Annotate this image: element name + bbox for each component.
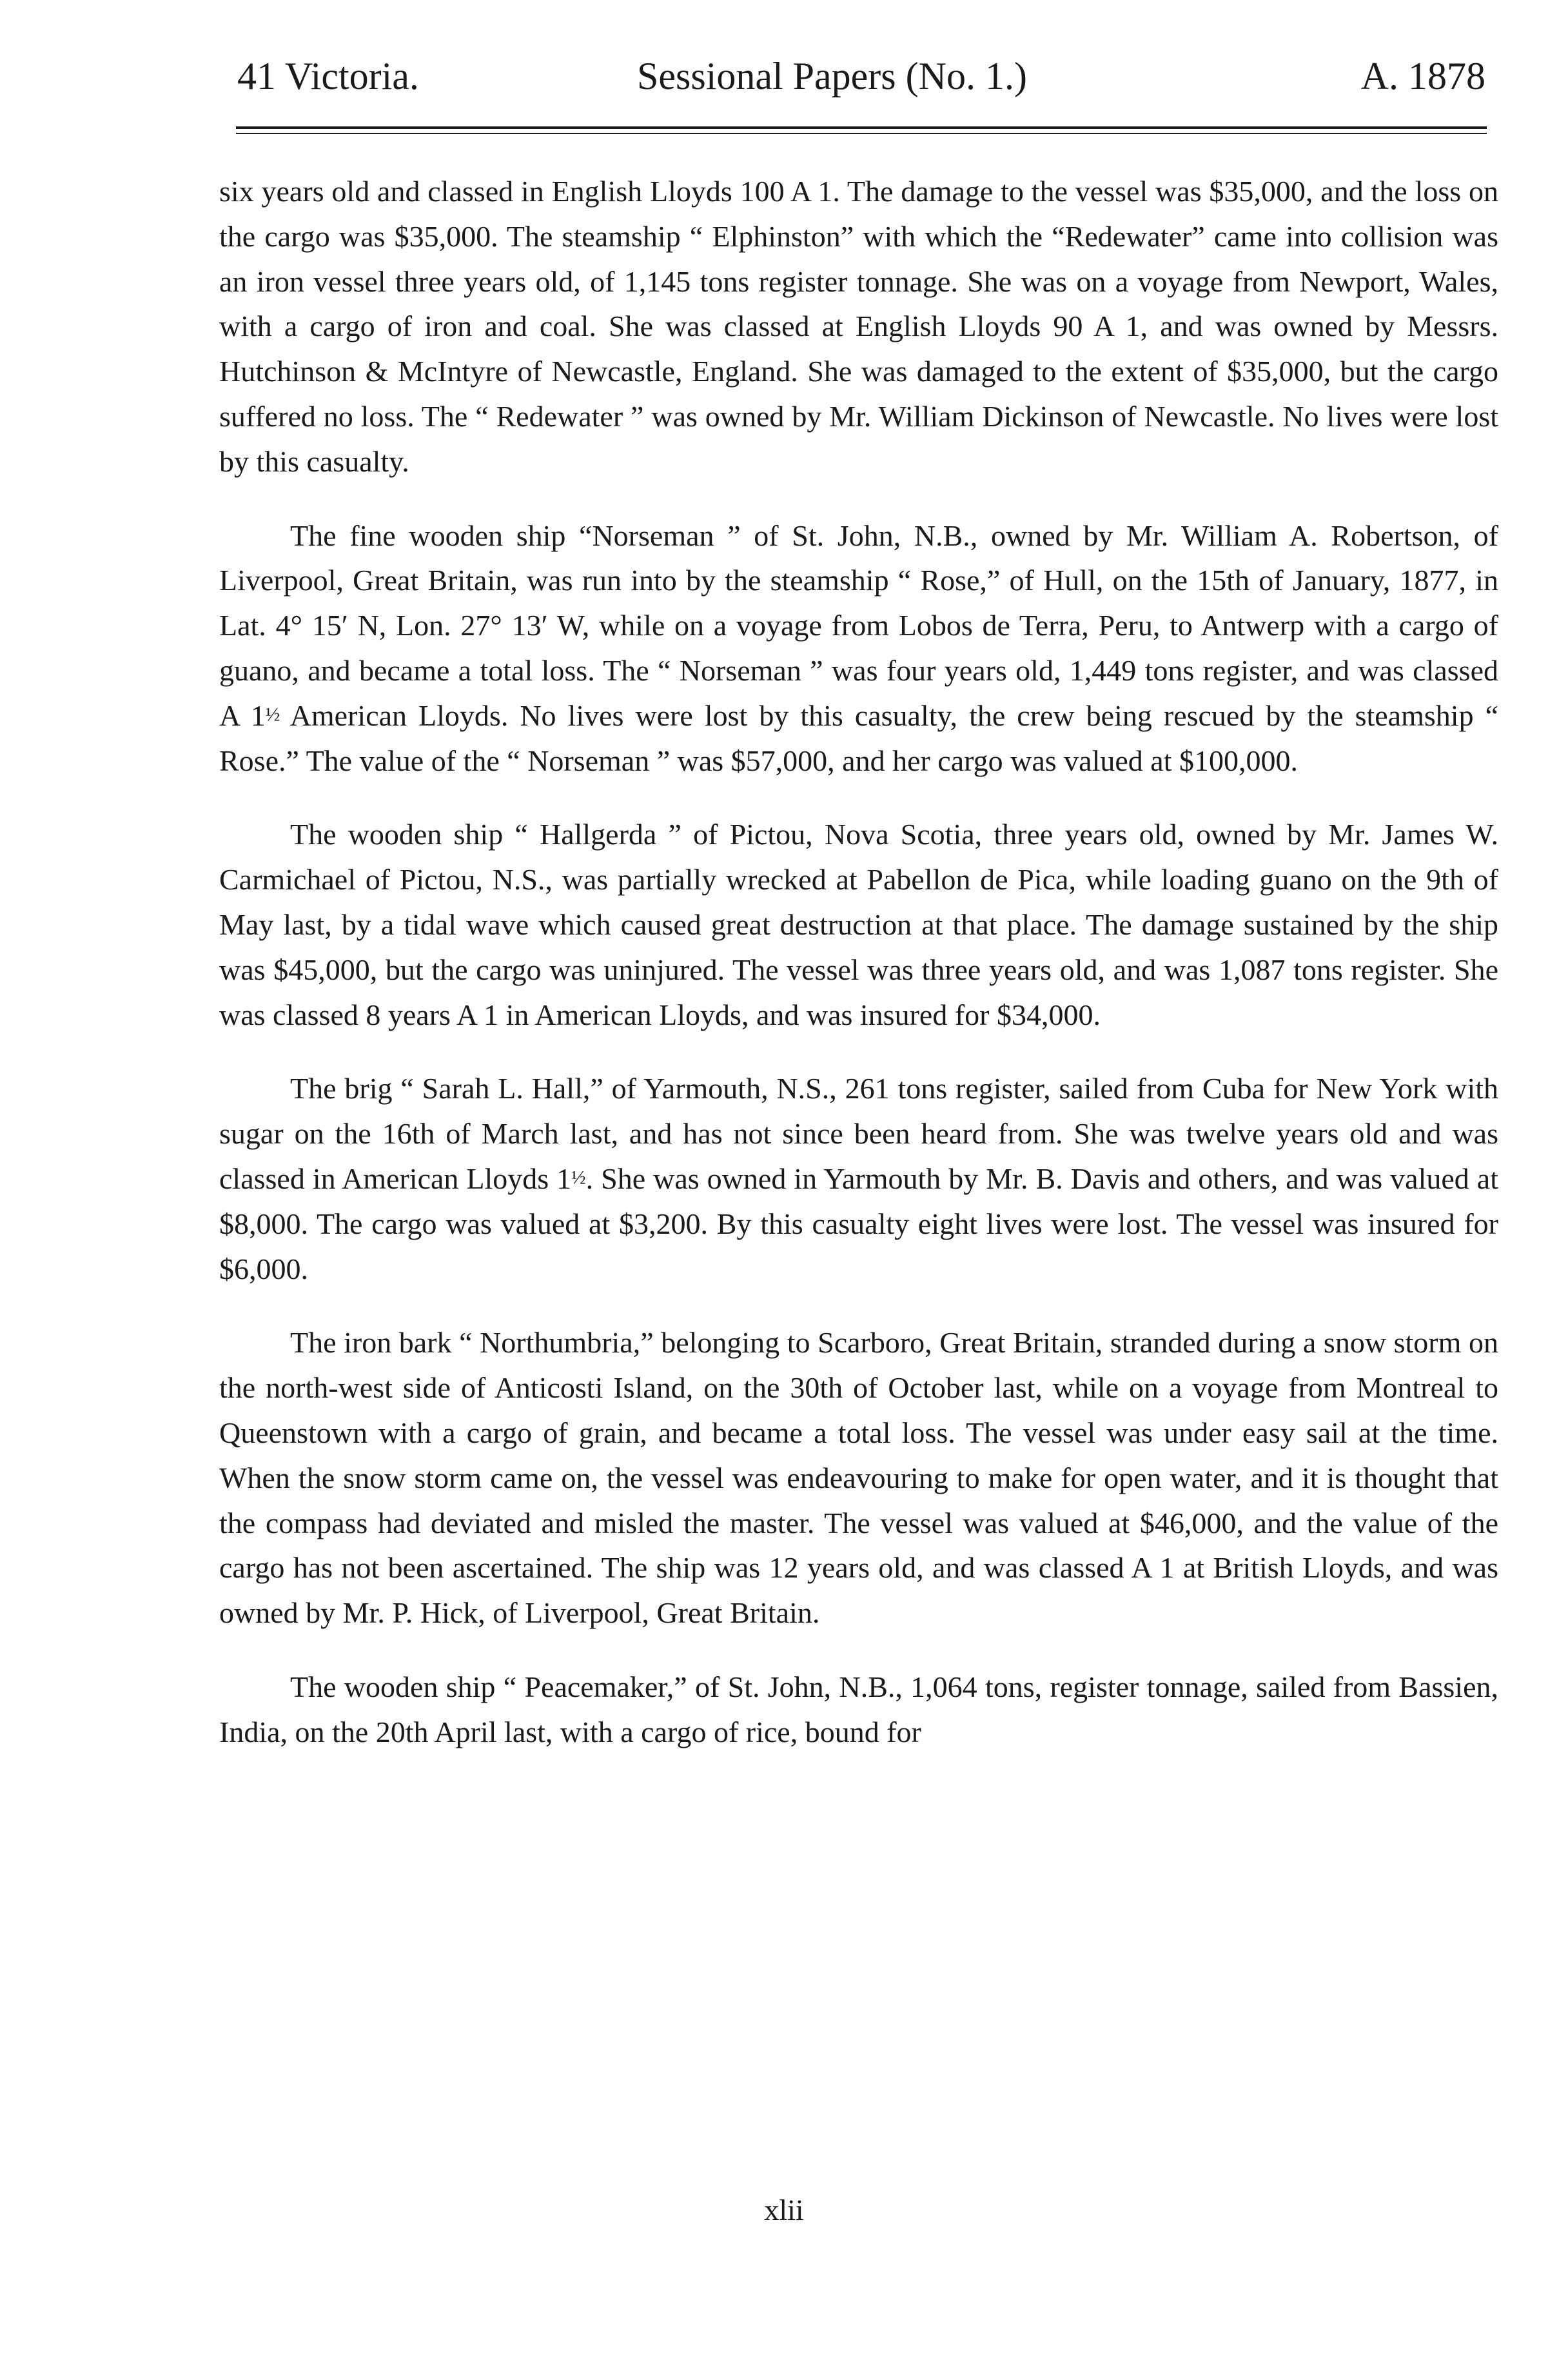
header-title: Sessional Papers (No. 1.) [637,55,1027,97]
paragraph-peacemaker: The wooden ship “ Peacemaker,” of St. John, N.B., 1,064 tons, register tonnage, sailed from Bassien, India, on the 20th April last, with a cargo of rice, bound for [219,1670,1498,1748]
header-rule-thick [236,126,1487,129]
body-text [219,169,1498,1755]
fraction-half: ½ [571,1167,586,1189]
paragraph-sarah-l-hall-part2: . She was owned in Yarmouth by Mr. B. Davis and others, and was valued at $8,000. The cargo was valued at $3,200. By this casualty eight lives were lost. The vessel was insured for $6,000. [219,1162,1498,1285]
paragraph-norseman [219,513,1498,784]
paragraph-sarah-l-hall-part1: The brig “ Sarah L. Hall,” of Yarmouth, N.S., 261 tons register, sailed from Cuba for New York with sugar on the 16th of March last, and has not since been heard from. She was twelve years old and was classed in American Lloyds 1 [219,1072,1498,1195]
paragraph-hallgerda: The wooden ship “ Hallgerda ” of Pictou, Nova Scotia, three years old, owned by Mr. James W. Carmichael of Pictou, N.S., was partially wrecked at Pabellon de Pica, while loading guano on the 9th of May last, by a tidal wave which caused great destruction at that place. The damage sustained by the ship was $45,000, but the cargo was uninjured. The vessel was three years old, and was 1,087 tons register. She was classed 8 years A 1 in American Lloyds, and was insured for $34,000. [219,818,1498,1031]
header-year: A. 1878 [1360,55,1485,97]
header-volume: 41 Victoria. [237,55,419,97]
paragraph-northumbria: The iron bark “ Northumbria,” belonging to Scarboro, Great Britain, stranded during a snow storm on the north-west side of Anticosti Island, on the 30th of October last, while on a voyage from Montreal to Queenstown with a cargo of grain, and became a total loss. The vessel was under easy sail at the time. When the snow storm came on, the vessel was endeavouring to make for open water, and it is thought that the compass had deviated and misled the master. The vessel was valued at $46,000, and the value of the cargo has not been ascertained. The ship was 12 years old, and was classed A 1 at British Lloyds, and was owned by Mr. P. Hick, of Liverpool, Great Britain. [219,1326,1498,1630]
paragraph-norseman-part1: The fine wooden ship “Norseman ” of St. John, N.B., owned by Mr. William A. Robertson, of Liverpool, Great Britain, was run into by the steamship “ Rose,” of Hull, on the 15th of January, 1877, in Lat. 4° 15′ N, Lon. 27° 13′ W, while on a voyage from Lobos de Terra, Peru, to Antwerp with a cargo of guano, and became a total loss. The “ Norseman ” was four years old, 1,449 tons register, and was classed A 1 [219,519,1498,732]
fraction-half: ½ [265,704,280,726]
paragraph-sarah-l-hall [219,1066,1498,1291]
paragraph-norseman-part2: American Lloyds. No lives were lost by this casualty, the crew being rescued by the steamship “ Rose.” The value of the “ Norseman ” was $57,000, and her cargo was valued at $100,000. [219,698,1498,777]
paragraph-redewater-continued: six years old and classed in English Lloyds 100 A 1. The damage to the vessel was $35,000, and the loss on the cargo was $35,000. The steamship “ Elphinston” with which the “Redewater” came into collision was an iron vessel three years old, of 1,145 tons register tonnage. She was on a voyage from Newport, Wales, with a cargo of iron and coal. She was classed at English Lloyds 90 A 1, and was owned by Messrs. Hutchinson & McIntyre of Newcastle, England. She was damaged to the extent of $35,000, but the cargo suffered no loss. The “ Redewater ” was owned by Mr. William Dickinson of Newcastle. No lives were lost by this casualty. [219,175,1498,478]
header-rule-thin [236,133,1487,134]
page-number: xlii [764,2193,804,2226]
running-header [237,50,1485,102]
